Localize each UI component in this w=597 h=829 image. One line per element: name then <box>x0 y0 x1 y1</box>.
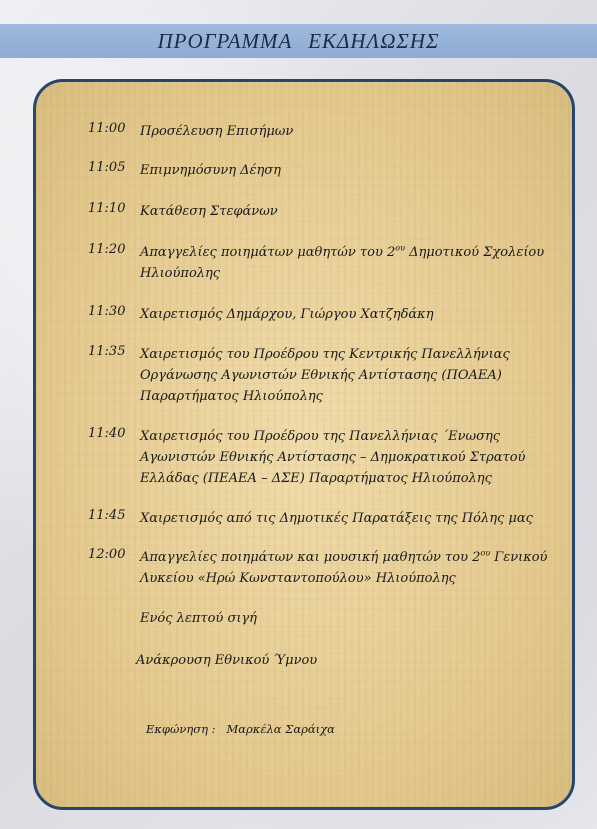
program-line <box>140 242 545 263</box>
program-line-text: Απαγγελίες ποιημάτων μαθητών του 2 <box>140 245 396 260</box>
program-time: 11:10 <box>88 201 126 216</box>
program-description <box>140 121 540 142</box>
header-banner <box>0 24 597 58</box>
program-line: Χαιρετισμός από τις Δημοτικές Παρατάξεις της Πόλης μας <box>140 511 533 526</box>
program-description <box>140 344 540 407</box>
program-line: Ηλιούπολης <box>140 266 221 281</box>
program-line: Οργάνωσης Αγωνιστών Εθνικής Αντίστασης (ΠΟΑΕΑ) <box>140 368 502 383</box>
program-time: 11:35 <box>88 344 126 359</box>
program-line: Παραρτήματος Ηλιούπολης <box>140 389 323 404</box>
program-line <box>140 547 548 568</box>
ordinal-superscript: ου <box>395 243 405 253</box>
announcer-credit: Εκφώνηση : Μαρκέλα Σαράιχα <box>146 722 335 736</box>
program-description <box>140 547 548 589</box>
program-line-text: Απαγγελίες ποιημάτων και μουσική μαθητών του 2 <box>140 550 481 565</box>
program-line-text: Δημοτικού Σχολείου <box>404 245 545 260</box>
ordinal-superscript: ου <box>480 548 491 558</box>
program-line: Λυκείου «Ηρώ Κωνσταντοπούλου» Ηλιούπολης <box>140 571 456 586</box>
program-line: Ελλάδας (ΠΕΑΕΑ – ΔΣΕ) Παραρτήματος Ηλιούπολης <box>140 471 492 486</box>
program-line: Ανάκρουση Εθνικού Ύμνου <box>136 653 318 668</box>
program-time: 11:20 <box>88 242 126 257</box>
program-line: Κατάθεση Στεφάνων <box>140 204 278 219</box>
program-description <box>140 426 540 489</box>
program-time: 11:00 <box>88 121 126 136</box>
program-description <box>140 242 545 284</box>
program-line: Ενός λεπτού σιγή <box>140 611 257 626</box>
program-line-text: Γενικού <box>490 550 548 565</box>
program-line: Χαιρετισμός Δημάρχου, Γιώργου Χατζηδάκη <box>140 307 434 322</box>
program-time: 12:00 <box>88 547 126 562</box>
program-time: 11:30 <box>88 304 126 319</box>
program-description <box>140 160 540 181</box>
program-line: Χαιρετισμός του Προέδρου της Κεντρικής Πανελλήνιας <box>140 347 510 362</box>
program-description <box>140 508 540 529</box>
program-line: Αγωνιστών Εθνικής Αντίστασης – Δημοκρατικού Στρατού <box>140 450 526 465</box>
program-line: Προσέλευση Επισήμων <box>140 124 294 139</box>
program-time: 11:45 <box>88 508 126 523</box>
program-description <box>136 650 536 671</box>
program-time: 11:40 <box>88 426 126 441</box>
program-description <box>140 201 540 222</box>
page-title: ΠΡΟΓΡΑΜΜΑ ΕΚΔΗΛΩΣΗΣ <box>157 28 440 53</box>
program-panel <box>33 79 575 810</box>
program-line: Χαιρετισμός του Προέδρου της Πανελλήνιας ΄Ενωσης <box>140 429 501 444</box>
program-time: 11:05 <box>88 160 126 175</box>
program-description <box>140 304 540 325</box>
program-line: Επιμνημόσυνη Δέηση <box>140 163 281 178</box>
program-description <box>140 608 540 629</box>
